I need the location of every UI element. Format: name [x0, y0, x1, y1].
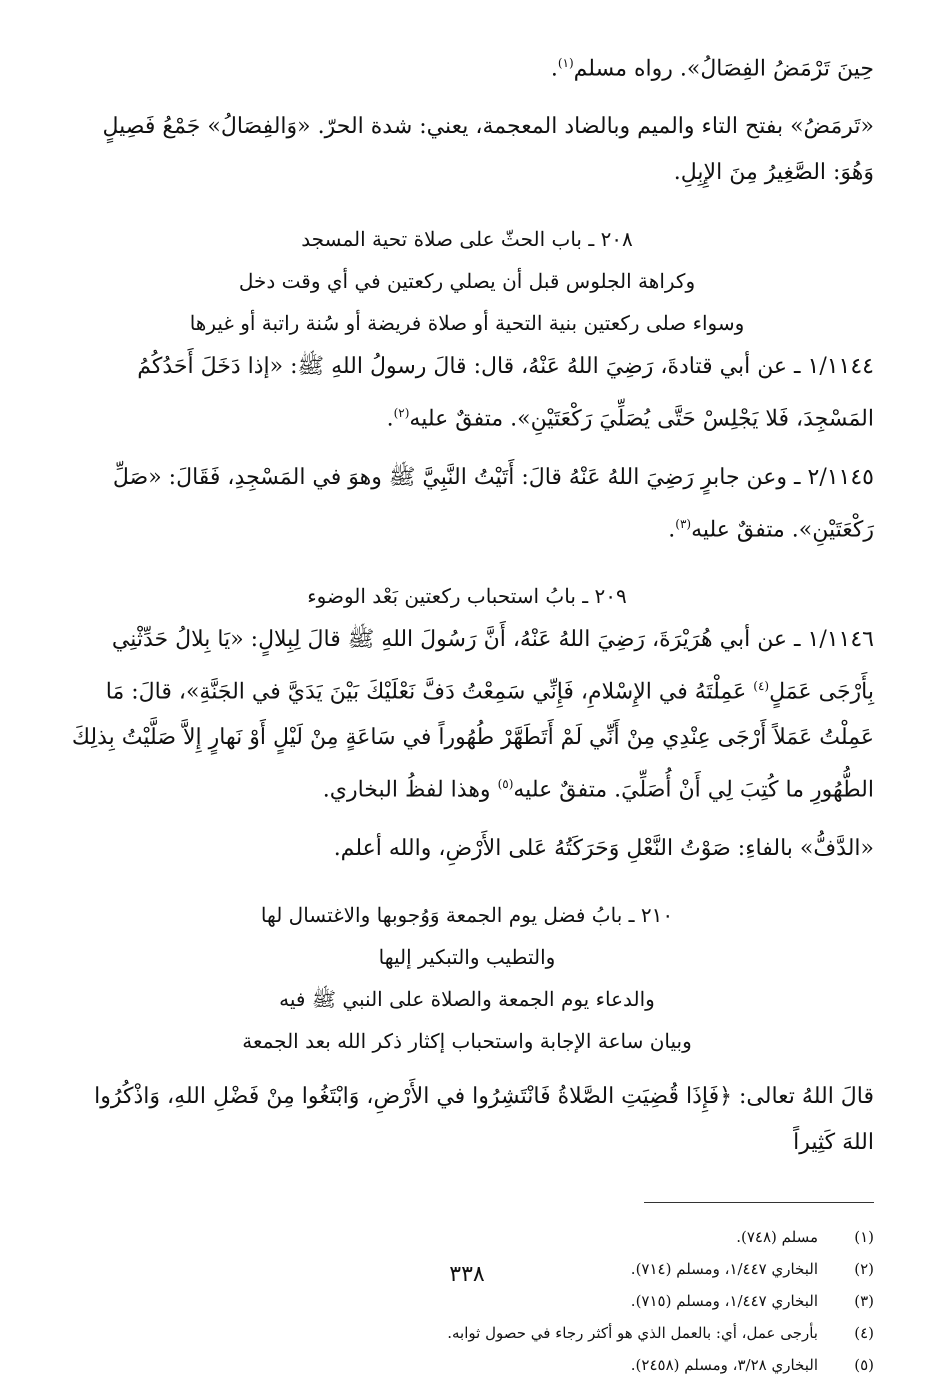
section-210-subtitle-2: والدعاء يوم الجمعة والصلاة على النبي ﷺ فيه — [279, 986, 655, 1011]
hadith-1145-end: . — [668, 516, 676, 542]
footnotes — [60, 1221, 874, 1381]
page-number: ٣٣٨ — [449, 1262, 485, 1287]
hadith-1144-end: . — [386, 406, 394, 432]
hadith-1144 — [60, 344, 874, 442]
section-209-title: ٢٠٩ ـ بابُ استحباب ركعتين بَعْد الوضوء — [307, 583, 627, 608]
footnote-divider — [644, 1202, 874, 1203]
daff-explanation: «الدَّفُّ» بالفاءِ: صَوْتُ النَّعْلِ وَحَرَكَتُهُ عَلى الأَرْضِ، والله أعلم. — [333, 835, 874, 861]
hadith-1146-text-3: وهذا لفظُ البخاري. — [322, 777, 491, 803]
footnote-ref-2[interactable]: (٢) — [393, 406, 410, 421]
footnote-text: مسلم (٧٤٨). — [736, 1227, 818, 1246]
section-208-title: ٢٠٨ ـ باب الحثّ على صلاة تحية المسجد — [301, 227, 633, 252]
section-208-subtitle-1: وكراهة الجلوس قبل أن يصلي ركعتين في أي وقت دخل — [238, 269, 696, 294]
hadith-1144-text: ١/١١٤٤ ـ عن أبي قتادةَ، رَضِيَ اللهُ عَنْهُ، قال: قالَ رسولُ اللهِ ﷺ: «إذا دَخَلَ أَحَدُكُمُ المَسْجِدَ، فَلا يَجْلِسْ حَتَّى يُصَلِّيَ رَكْعَتَيْنِ». متفقٌ عليه — [137, 354, 874, 432]
hadith-1145 — [60, 455, 874, 553]
footnote-number: (٣) — [854, 1291, 874, 1310]
paragraph-continuation — [60, 40, 874, 92]
section-208-subtitle-2: وسواء صلى ركعتين بنية التحية أو صلاة فريضة أو سُنة راتبة أو غيرها — [189, 311, 745, 336]
book-page — [60, 40, 874, 1374]
footnote-item — [60, 1221, 874, 1253]
footnote-ref-3[interactable]: (٣) — [675, 516, 692, 531]
footnote-ref-5[interactable]: (٥) — [497, 777, 514, 792]
footnote-text: البخاري ٣/٢٨، ومسلم (٢٤٥٨). — [630, 1355, 818, 1374]
footnote-ref-1[interactable]: (١) — [557, 56, 574, 70]
hadith-1145-text: ٢/١١٤٥ ـ وعن جابرٍ رَضِيَ اللهُ عَنْهُ قالَ: أَتَيْتُ النَّبِيَّ ﷺ وهوَ في المَسْجِدِ، فَقَالَ: «صَلِّ رَكْعَتَيْنِ». متفقٌ عليه — [112, 464, 874, 542]
section-210-subtitle-3: وبيان ساعة الإجابة واستحباب إكثار ذكر الله بعد الجمعة — [242, 1028, 692, 1053]
footnote-item — [60, 1285, 874, 1317]
continuation-end: . — [550, 56, 558, 82]
explanation-paragraph: «تَرمَضُ» بفتح التاء والميم وبالضاد المعجمة، يعني: شدة الحرّ. «وَالفِصَالُ» جَمْعُ فَصِيلٍ وَهُوَ: الصَّغِيرُ مِنَ الإِبِلِ. — [102, 114, 874, 186]
continuation-text: حِينَ تَرْمَضُ الفِصَالُ». رواه مسلم — [573, 56, 874, 82]
section-210-title: ٢١٠ ـ بابُ فضل يوم الجمعة وَوُجوبها والاغتسال لها — [260, 902, 674, 927]
footnote-number: (٤) — [854, 1323, 874, 1342]
footnote-number: (٢) — [854, 1259, 874, 1278]
hadith-1146-text-2: عَمِلْتَهُ في الإِسْلامِ، فَإِنِّي سَمِعْتُ دَفَّ نَعْلَيْكَ بَيْنَ يَدَيَّ في الجَنَّةِ»، قالَ: مَا عَمِلْتُ عَمَلاً أَرْجَى عِنْدِي مِنْ أَنِّي لَمْ أَتَطَهَّرْ طُهُوراً في سَاعَةٍ مِنْ لَيْلٍ أَوْ نَهارٍ إِلاَّ صَلَّيْتُ بِذلِكَ الطُّهُورِ ما كُتِبَ لِي أَنْ أُصَلِّيَ. متفقٌ عليه — [71, 679, 874, 803]
quran-verse-line: قالَ اللهُ تعالى: ﴿فَإِذَا قُضِيَتِ الصَّلاةُ فَانْتَشِرُوا في الأَرْضِ، وَابْتَغُوا مِنْ فَضْلِ اللهِ، وَاذْكُرُوا اللهَ كَثِيراً — [94, 1083, 874, 1155]
footnote-item — [60, 1317, 874, 1349]
footnote-number: (٥) — [854, 1355, 874, 1374]
section-210-subtitle-1: والتطيب والتبكير إليها — [378, 944, 556, 969]
hadith-1146 — [60, 617, 874, 814]
footnote-text: البخاري ١/٤٤٧، ومسلم (٧١٤). — [630, 1259, 818, 1278]
hadith-1146-text-1: ١/١١٤٦ ـ عن أبي هُرَيْرَةَ، رَضِيَ اللهُ عَنْهُ، أَنَّ رَسُولَ اللهِ ﷺ قالَ لِبِلالٍ: «يَا بِلالُ حَدِّثْنِي بِأَرْجَى عَمَلٍ — [111, 626, 874, 705]
footnote-text: بأرجى عمل، أي: بالعمل الذي هو أكثر رجاء في حصول ثوابه. — [447, 1323, 818, 1342]
footnote-number: (١) — [854, 1227, 874, 1246]
footnote-ref-4[interactable]: (٤) — [753, 678, 770, 693]
footnote-item — [60, 1349, 874, 1381]
footnote-text: البخاري ١/٤٤٧، ومسلم (٧١٥). — [630, 1291, 818, 1310]
